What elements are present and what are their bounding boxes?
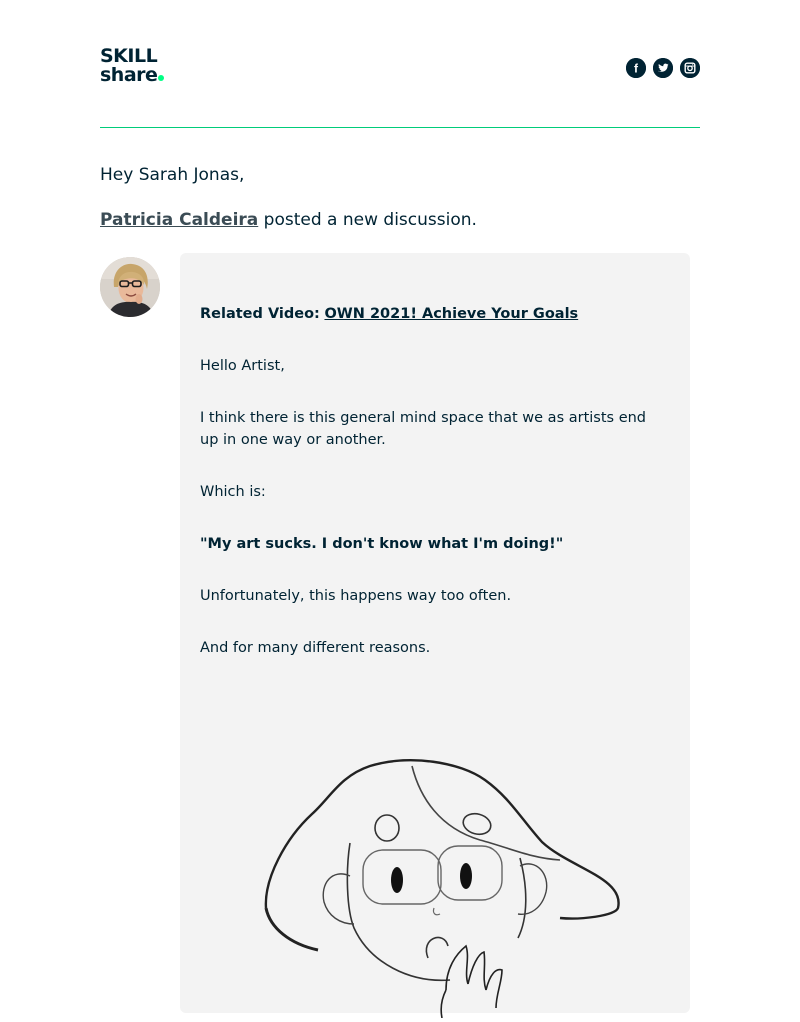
svg-text:f: f	[634, 61, 638, 76]
related-video-label: Related Video:	[200, 306, 320, 322]
paragraph-which-is: Which is:	[200, 484, 266, 500]
logo-line1: SKILL	[100, 45, 158, 67]
greeting-text: Hey Sarah Jonas,	[100, 165, 245, 185]
paragraph-unfortunately: Unfortunately, this happens way too often.	[200, 588, 512, 604]
header-divider	[100, 127, 700, 128]
related-video-link[interactable]: OWN 2021! Achieve Your Goals	[324, 306, 579, 322]
intro-line	[100, 210, 477, 230]
social-links	[626, 58, 700, 78]
avatar[interactable]	[100, 257, 160, 317]
skillshare-logo[interactable]	[100, 47, 180, 89]
logo-dot	[158, 75, 164, 81]
paragraph-greeting: Hello Artist,	[200, 358, 285, 374]
cartoon-illustration	[260, 758, 620, 1018]
intro-rest: posted a new discussion.	[258, 210, 477, 230]
paragraph-mind-space: I think there is this general mind space that we as artists end up in one way or another.	[200, 410, 647, 448]
author-link[interactable]: Patricia Caldeira	[100, 210, 259, 230]
logo-line2	[100, 66, 180, 85]
paragraph-reasons: And for many different reasons.	[200, 640, 431, 656]
related-video-line	[200, 303, 660, 325]
discussion-card	[180, 253, 690, 1013]
instagram-icon[interactable]	[680, 58, 700, 78]
facebook-icon[interactable]	[626, 58, 646, 78]
paragraph-quote: "My art sucks. I don't know what I'm doing!"	[200, 536, 564, 552]
logo-line2-text: share	[100, 64, 158, 86]
twitter-icon[interactable]	[653, 58, 673, 78]
